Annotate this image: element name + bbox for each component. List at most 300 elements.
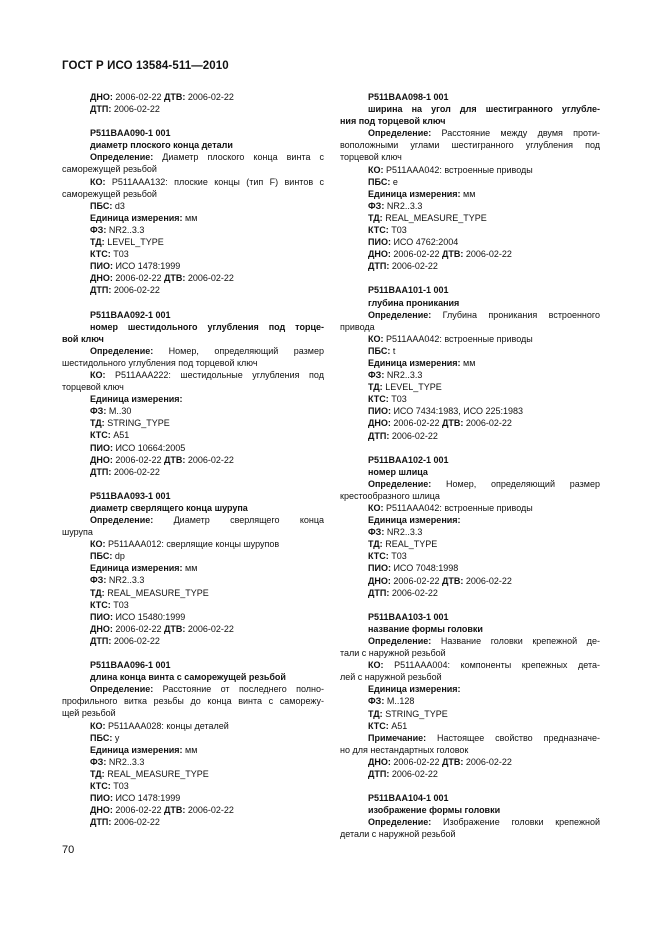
- field-label: Определение:: [90, 152, 154, 163]
- field-value: 2006-02-22: [185, 805, 234, 816]
- property-field: [62, 442, 324, 454]
- property-field: [62, 176, 324, 188]
- field-label: ДТП:: [90, 635, 112, 646]
- field-value: T03: [110, 780, 129, 791]
- property-field: [62, 369, 324, 381]
- field-value: A51: [388, 720, 408, 731]
- property-field: [62, 804, 324, 816]
- field-value: P511AAA132: плоские концы (тип F) винтов с: [105, 176, 324, 187]
- text-continuation: щей резьбой: [62, 708, 116, 719]
- field-value: 2006-02-22: [463, 575, 512, 586]
- property-entry: [62, 91, 324, 115]
- field-label: ФЗ:: [368, 370, 385, 381]
- field-value: 2006-02-22: [111, 104, 160, 115]
- field-label: ТД:: [368, 212, 383, 223]
- field-value: Расстояние между двумя проти-: [431, 128, 600, 139]
- field-value: ИСО 7048:1998: [390, 563, 459, 574]
- document-header: ГОСТ Р ИСО 13584-511—2010: [62, 60, 229, 72]
- field-value: LEVEL_TYPE: [104, 237, 164, 248]
- field-label: ДНО:: [368, 249, 391, 260]
- property-field: [62, 720, 324, 732]
- field-value: y: [112, 732, 120, 743]
- field-value: 2006-02-22: [390, 418, 442, 429]
- property-field: [62, 768, 324, 780]
- property-field: [62, 683, 324, 695]
- field-value: 2006-02-22: [389, 261, 438, 272]
- field-label: ДТВ:: [163, 454, 186, 465]
- property-field: [62, 514, 324, 526]
- property-field: [340, 333, 600, 345]
- property-id: P511BAA092-1 001: [90, 309, 171, 320]
- field-label: КО:: [90, 369, 106, 380]
- field-label: КО:: [368, 503, 384, 513]
- field-label: ТД:: [90, 418, 105, 429]
- property-field: [340, 587, 600, 599]
- field-label: ПБС:: [90, 551, 113, 562]
- text-continuation: тали с наружной резьбой: [340, 648, 446, 659]
- property-field: [62, 538, 324, 550]
- field-value: REAL_TYPE: [382, 539, 438, 550]
- property-title: диаметр плоского конца детали: [90, 140, 233, 151]
- property-title: ширина на угол для шестигранного углубле-: [368, 104, 600, 115]
- field-label: ДТП:: [368, 430, 390, 441]
- field-value: 2006-02-22: [463, 249, 512, 260]
- property-field: [62, 405, 324, 417]
- field-value: 2006-02-22: [389, 768, 438, 779]
- text-continuation: шурупа: [62, 527, 93, 538]
- property-field: [62, 236, 324, 248]
- field-value: Номер, определяющий размер: [153, 345, 324, 356]
- field-value: e: [390, 176, 398, 187]
- field-label: ДТВ:: [441, 418, 464, 429]
- field-label: КО:: [90, 539, 106, 550]
- field-value: P511AAA222: шестидольные углубления под: [105, 369, 324, 380]
- field-value: мм: [460, 188, 476, 199]
- field-value: T03: [110, 249, 129, 260]
- field-label: ДТП:: [368, 261, 390, 272]
- property-title: номер шестидольного углубления под торце-: [90, 321, 324, 332]
- property-entry: [340, 611, 600, 780]
- field-label: ДНО:: [90, 623, 113, 634]
- property-entry: [340, 284, 600, 441]
- field-label: ДТП:: [368, 587, 390, 598]
- property-field: [62, 103, 324, 115]
- property-title: номер шлица: [368, 466, 428, 477]
- field-label: Единица измерения:: [368, 515, 461, 526]
- field-value: LEVEL_TYPE: [382, 382, 442, 393]
- property-field: [340, 357, 600, 369]
- field-value: T03: [388, 225, 407, 236]
- field-label: ПИО:: [90, 793, 113, 804]
- field-label: Определение:: [368, 478, 432, 489]
- property-field: [62, 91, 324, 103]
- field-value: ИСО 1478:1999: [112, 793, 181, 804]
- field-label: Примечание:: [368, 732, 427, 743]
- field-label: КО:: [90, 176, 106, 187]
- field-value: 2006-02-22: [112, 92, 164, 102]
- field-label: ДНО:: [368, 575, 391, 586]
- field-label: ДНО:: [90, 92, 113, 102]
- property-id: P511BAA102-1 001: [368, 454, 449, 465]
- property-field: [62, 587, 324, 599]
- field-value: 2006-02-22: [390, 249, 442, 260]
- field-label: ПИО:: [90, 611, 113, 622]
- property-title-continuation: ния под торцевой ключ: [340, 116, 446, 127]
- field-value: REAL_MEASURE_TYPE: [382, 212, 487, 223]
- property-field: [62, 756, 324, 768]
- property-field: [340, 127, 600, 139]
- property-field: [340, 562, 600, 574]
- field-value: Настоящее свойство предназначе-: [426, 732, 600, 743]
- property-entry: [340, 792, 600, 840]
- property-title: изображение формы головки: [368, 805, 501, 816]
- property-field: [340, 683, 600, 695]
- text-continuation: детали с наружной резьбой: [340, 829, 456, 840]
- field-label: Определение:: [90, 515, 154, 525]
- field-label: ПИО:: [90, 442, 113, 453]
- right-column: [340, 91, 600, 852]
- field-label: ДНО:: [368, 756, 391, 767]
- field-label: ДТП:: [90, 817, 112, 828]
- field-value: NR2..3.3: [384, 200, 423, 211]
- field-label: ФЗ:: [90, 406, 107, 417]
- property-entry: [340, 454, 600, 599]
- field-value: 2006-02-22: [111, 817, 160, 828]
- field-value: 2006-02-22: [111, 285, 160, 296]
- property-field: [62, 212, 324, 224]
- field-value: Диаметр сверлящего конца: [153, 515, 324, 525]
- field-value: 2006-02-22: [463, 418, 512, 429]
- property-field: [340, 550, 600, 562]
- property-field: [340, 405, 600, 417]
- field-label: КО:: [368, 333, 384, 344]
- property-id: P511BAA098-1 001: [368, 92, 449, 102]
- property-field: [62, 248, 324, 260]
- field-value: P511AAA028: концы деталей: [105, 720, 229, 731]
- field-label: ПИО:: [368, 237, 391, 248]
- field-label: ТД:: [368, 382, 383, 393]
- property-title: длина конца винта с саморежущей резьбой: [90, 672, 286, 683]
- property-title: название формы головки: [368, 623, 483, 634]
- field-value: 2006-02-22: [463, 756, 512, 767]
- property-field: [340, 659, 600, 671]
- field-label: ДТВ:: [441, 756, 464, 767]
- property-field: [62, 574, 324, 586]
- property-field: [62, 732, 324, 744]
- field-label: ДТВ:: [441, 249, 464, 260]
- field-label: Определение:: [368, 309, 432, 320]
- field-value: REAL_MEASURE_TYPE: [104, 587, 209, 598]
- property-entry: [62, 127, 324, 296]
- property-field: [62, 284, 324, 296]
- field-value: мм: [182, 563, 198, 574]
- field-value: t: [390, 345, 396, 356]
- field-value: 2006-02-22: [185, 92, 234, 102]
- property-field: [340, 695, 600, 707]
- field-value: 2006-02-22: [185, 623, 234, 634]
- field-label: Единица измерения:: [368, 188, 461, 199]
- property-field: [340, 176, 600, 188]
- property-field: [62, 635, 324, 647]
- field-label: ПБС:: [368, 176, 391, 187]
- text-continuation: профильного витка резьбы до конца винта с саморежу-: [62, 696, 324, 707]
- property-field: [340, 260, 600, 272]
- property-field: [340, 188, 600, 200]
- field-value: REAL_MEASURE_TYPE: [104, 768, 209, 779]
- field-value: dp: [112, 551, 125, 562]
- field-value: мм: [182, 212, 198, 223]
- field-label: ФЗ:: [368, 200, 385, 211]
- field-value: 2006-02-22: [389, 430, 438, 441]
- property-entry: [62, 309, 324, 478]
- field-label: ПИО:: [368, 406, 391, 417]
- property-field: [62, 562, 324, 574]
- field-label: КТС:: [90, 430, 111, 441]
- field-value: 2006-02-22: [185, 454, 234, 465]
- property-field: [62, 599, 324, 611]
- field-label: ФЗ:: [368, 696, 385, 707]
- property-field: [340, 248, 600, 260]
- field-value: ИСО 10664:2005: [112, 442, 186, 453]
- field-value: A51: [110, 430, 130, 441]
- field-value: P511AAA004: компоненты крепежных дета-: [383, 660, 600, 671]
- field-value: Название головки крепежной де-: [431, 635, 600, 646]
- field-value: NR2..3.3: [384, 527, 423, 538]
- field-value: P511AAA042: встроенные приводы: [383, 164, 533, 175]
- property-field: [340, 393, 600, 405]
- property-id: P511BAA093-1 001: [90, 490, 171, 501]
- property-field: [340, 502, 600, 514]
- property-field: [340, 478, 600, 490]
- field-label: ДТВ:: [163, 92, 186, 102]
- property-field: [340, 720, 600, 732]
- field-label: ДТП:: [90, 466, 112, 477]
- field-value: мм: [182, 744, 198, 755]
- property-title: диаметр сверлящего конца шурупа: [90, 502, 248, 513]
- property-id: P511BAA104-1 001: [368, 793, 449, 804]
- field-label: ДНО:: [90, 454, 113, 465]
- property-field: [340, 756, 600, 768]
- field-value: 2006-02-22: [112, 454, 164, 465]
- property-field: [340, 345, 600, 357]
- property-field: [340, 575, 600, 587]
- left-column: [62, 91, 324, 840]
- field-label: ДТВ:: [441, 575, 464, 586]
- field-value: 2006-02-22: [112, 273, 164, 284]
- property-field: [340, 212, 600, 224]
- field-label: ТД:: [368, 708, 383, 719]
- property-field: [340, 236, 600, 248]
- text-continuation: саморежущей резьбой: [62, 164, 157, 175]
- property-field: [340, 768, 600, 780]
- field-value: M..128: [384, 696, 415, 707]
- field-value: ИСО 4762:2004: [390, 237, 459, 248]
- field-label: Единица измерения:: [368, 684, 461, 695]
- field-label: КТС:: [90, 780, 111, 791]
- field-value: ИСО 7434:1983, ИСО 225:1983: [390, 406, 524, 417]
- field-value: 2006-02-22: [390, 756, 442, 767]
- property-field: [340, 732, 600, 744]
- field-label: Определение:: [368, 635, 432, 646]
- field-value: 2006-02-22: [389, 587, 438, 598]
- field-value: STRING_TYPE: [104, 418, 170, 429]
- property-field: [62, 224, 324, 236]
- property-field: [62, 151, 324, 163]
- field-value: NR2..3.3: [106, 224, 145, 235]
- property-field: [62, 260, 324, 272]
- text-continuation: но для нестандартных головок: [340, 744, 469, 755]
- property-field: [340, 164, 600, 176]
- field-value: 2006-02-22: [111, 466, 160, 477]
- field-value: T03: [388, 551, 407, 562]
- property-field: [340, 224, 600, 236]
- field-value: P511AAA042: встроенные приводы: [383, 503, 533, 513]
- property-field: [62, 417, 324, 429]
- field-label: КТС:: [90, 599, 111, 610]
- field-label: ФЗ:: [90, 224, 107, 235]
- property-id: P511BAA101-1 001: [368, 285, 449, 296]
- field-value: 2006-02-22: [185, 273, 234, 284]
- property-title-continuation: вой ключ: [62, 333, 104, 344]
- property-field: [340, 816, 600, 828]
- field-label: ПБС:: [90, 732, 113, 743]
- property-field: [340, 430, 600, 442]
- property-field: [340, 635, 600, 647]
- property-field: [340, 369, 600, 381]
- field-label: ПБС:: [90, 200, 113, 211]
- field-label: ДТП:: [368, 768, 390, 779]
- field-label: КТС:: [368, 720, 389, 731]
- property-field: [62, 611, 324, 623]
- property-field: [62, 345, 324, 357]
- field-value: 2006-02-22: [112, 805, 164, 816]
- property-field: [62, 429, 324, 441]
- field-label: Определение:: [368, 817, 432, 828]
- property-field: [62, 393, 324, 405]
- field-label: КО:: [368, 660, 384, 671]
- property-id: P511BAA090-1 001: [90, 128, 171, 139]
- property-field: [62, 466, 324, 478]
- field-value: ИСО 1478:1999: [112, 261, 181, 272]
- field-value: d3: [112, 200, 125, 211]
- field-label: КО:: [90, 720, 106, 731]
- field-value: Изображение головки крепежной: [431, 817, 600, 828]
- field-value: T03: [110, 599, 129, 610]
- text-continuation: лей с наружной резьбой: [340, 672, 442, 683]
- property-field: [62, 454, 324, 466]
- property-field: [62, 200, 324, 212]
- field-value: мм: [460, 357, 476, 368]
- field-label: ФЗ:: [368, 527, 385, 538]
- field-value: Номер, определяющий размер: [431, 478, 600, 489]
- field-value: ИСО 15480:1999: [112, 611, 186, 622]
- property-id: P511BAA096-1 001: [90, 660, 171, 671]
- field-value: T03: [388, 394, 407, 405]
- property-field: [62, 816, 324, 828]
- property-field: [340, 200, 600, 212]
- field-value: 2006-02-22: [390, 575, 442, 586]
- field-label: Определение:: [368, 128, 432, 139]
- field-value: STRING_TYPE: [382, 708, 448, 719]
- property-field: [62, 550, 324, 562]
- field-label: ФЗ:: [90, 756, 107, 767]
- page-number: 70: [62, 844, 75, 856]
- field-label: КО:: [368, 164, 384, 175]
- field-label: КТС:: [368, 394, 389, 405]
- field-value: 2006-02-22: [111, 635, 160, 646]
- field-label: ТД:: [368, 539, 383, 550]
- field-label: Единица измерения:: [90, 563, 183, 574]
- field-value: 2006-02-22: [112, 623, 164, 634]
- field-label: ДТВ:: [163, 623, 186, 634]
- field-label: Единица измерения:: [368, 357, 461, 368]
- field-label: ФЗ:: [90, 575, 107, 586]
- property-field: [340, 526, 600, 538]
- text-continuation: привода: [340, 321, 375, 332]
- field-label: Единица измерения:: [90, 394, 183, 405]
- property-field: [340, 309, 600, 321]
- property-field: [62, 744, 324, 756]
- property-entry: [62, 659, 324, 828]
- text-continuation: саморежущей резьбой: [62, 188, 157, 199]
- property-field: [340, 514, 600, 526]
- field-value: P511AAA042: встроенные приводы: [383, 333, 533, 344]
- field-label: ДТП:: [90, 285, 112, 296]
- property-entry: [340, 91, 600, 272]
- property-field: [62, 780, 324, 792]
- property-field: [62, 792, 324, 804]
- field-label: ДТП:: [90, 104, 112, 115]
- field-label: Определение:: [90, 684, 154, 695]
- text-continuation: воположными углами шестигранного углубления под: [340, 140, 600, 151]
- field-value: NR2..3.3: [106, 756, 145, 767]
- property-field: [340, 538, 600, 550]
- text-continuation: крестообразного шлица: [340, 490, 440, 501]
- field-label: Определение:: [90, 345, 154, 356]
- field-label: ДНО:: [90, 273, 113, 284]
- field-label: ДНО:: [368, 418, 391, 429]
- field-value: NR2..3.3: [106, 575, 145, 586]
- field-label: ТД:: [90, 768, 105, 779]
- property-title: глубина проникания: [368, 297, 460, 308]
- field-label: ПИО:: [368, 563, 391, 574]
- field-label: ТД:: [90, 237, 105, 248]
- field-label: КТС:: [368, 225, 389, 236]
- property-id: P511BAA103-1 001: [368, 611, 449, 622]
- text-continuation: торцевой ключ: [340, 152, 402, 163]
- field-label: Единица измерения:: [90, 212, 183, 223]
- field-value: P511AAA012: сверлящие концы шурупов: [105, 539, 280, 550]
- field-value: M..30: [106, 406, 132, 417]
- field-label: Единица измерения:: [90, 744, 183, 755]
- field-value: Глубина проникания встроенного: [431, 309, 600, 320]
- property-field: [62, 272, 324, 284]
- field-label: ДНО:: [90, 805, 113, 816]
- text-continuation: торцевой ключ: [62, 382, 124, 393]
- property-field: [340, 708, 600, 720]
- property-field: [62, 623, 324, 635]
- field-label: ДТВ:: [163, 805, 186, 816]
- field-label: ПИО:: [90, 261, 113, 272]
- field-label: КТС:: [368, 551, 389, 562]
- field-value: NR2..3.3: [384, 370, 423, 381]
- field-label: ПБС:: [368, 345, 391, 356]
- field-label: КТС:: [90, 249, 111, 260]
- field-value: Расстояние от последнего полно-: [153, 684, 324, 695]
- field-label: ТД:: [90, 587, 105, 598]
- property-field: [340, 417, 600, 429]
- property-field: [340, 381, 600, 393]
